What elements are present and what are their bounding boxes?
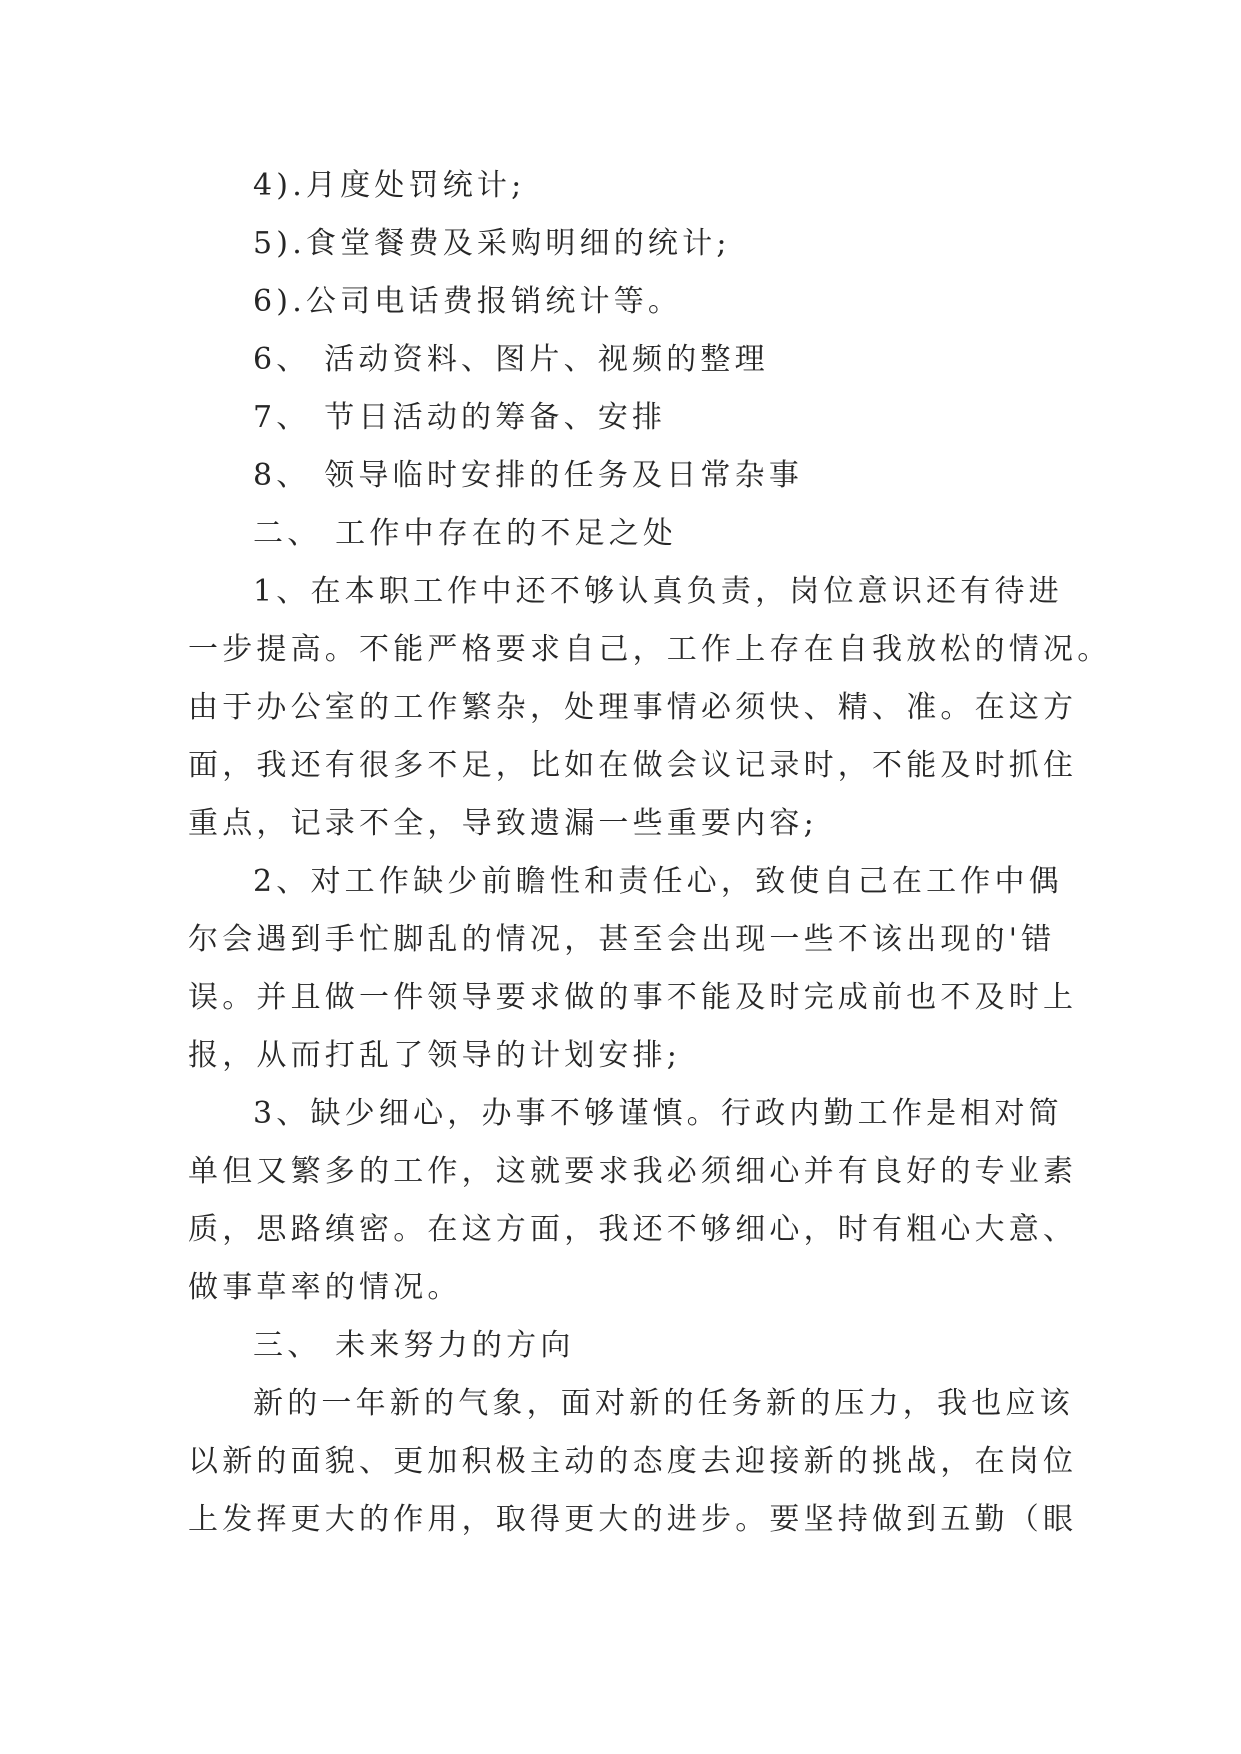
text-line: 1、在本职工作中还不够认真负责，岗位意识还有待进: [253, 574, 1063, 609]
text-line: 单但又繁多的工作，这就要求我必须细心并有良好的专业素: [188, 1154, 1078, 1189]
text-line: 面，我还有很多不足，比如在做会议记录时，不能及时抓住: [188, 748, 1078, 783]
text-line: 做事草率的情况。: [188, 1270, 462, 1305]
text-line: 新的一年新的气象，面对新的任务新的压力，我也应该: [253, 1386, 1074, 1421]
text-line: 尔会遇到手忙脚乱的情况，甚至会出现一些不该出现的'错: [188, 922, 1056, 957]
text-line: 7、 节日活动的筹备、安排: [253, 400, 667, 435]
text-line: 误。并且做一件领导要求做的事不能及时完成前也不及时上: [188, 980, 1078, 1015]
text-line: 6、 活动资料、图片、视频的整理: [253, 342, 769, 377]
text-line: 2、对工作缺少前瞻性和责任心，致使自己在工作中偶: [253, 864, 1063, 899]
text-line: 报，从而打乱了领导的计划安排;: [188, 1038, 682, 1073]
text-line: 8、 领导临时安排的任务及日常杂事: [253, 458, 804, 493]
section-heading: 三、 未来努力的方向: [253, 1328, 575, 1363]
text-line: 5).食堂餐费及采购明细的统计;: [253, 226, 731, 261]
text-line: 6).公司电话费报销统计等。: [253, 284, 683, 319]
text-line: 重点，记录不全，导致遗漏一些重要内容;: [188, 806, 818, 841]
text-line: 质，思路缜密。在这方面，我还不够细心，时有粗心大意、: [188, 1212, 1078, 1247]
text-line: 由于办公室的工作繁杂，处理事情必须快、精、准。在这方: [188, 690, 1078, 725]
text-line: 4).月度处罚统计;: [253, 168, 526, 203]
text-line: 一步提高。不能严格要求自己，工作上存在自我放松的情况。: [188, 632, 1112, 667]
text-line: 以新的面貌、更加积极主动的态度去迎接新的挑战，在岗位: [188, 1444, 1078, 1479]
section-heading: 二、 工作中存在的不足之处: [253, 516, 678, 551]
text-line: 上发挥更大的作用，取得更大的进步。要坚持做到五勤（眼: [188, 1502, 1078, 1537]
text-line: 3、缺少细心，办事不够谨慎。行政内勤工作是相对简: [253, 1096, 1063, 1131]
